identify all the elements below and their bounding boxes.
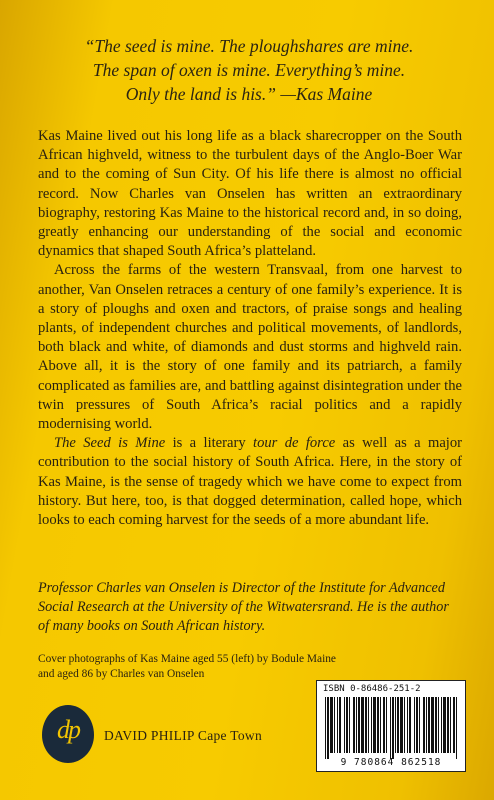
barcode-bar (337, 697, 338, 753)
barcode-bar (349, 697, 350, 753)
quote-line: The span of oxen is mine. Everything’s mine. (92, 60, 406, 80)
barcode-bar (404, 697, 405, 753)
barcode-bar (397, 697, 399, 753)
barcode-bar (327, 697, 329, 759)
quote-line: Only the land is his.” —Kas Maine (125, 84, 373, 104)
barcode-bar (383, 697, 385, 753)
ean-number: 9 780864 862518 (340, 757, 442, 768)
blurb-paragraph-3: The Seed is Mine is a literary tour de force as well as a major contribution to the social history of South Africa. Here, in the story of Kas Maine, is the sense of tragedy which we have come to expect from history. But here, too, is that dogged determination, called hope, which looks to each coming harvest for the seeds of a more abundant life. (38, 435, 463, 529)
barcode-bar (339, 697, 341, 753)
barcode-bar (325, 697, 326, 759)
barcode-bar (419, 697, 420, 753)
barcode-bars (325, 697, 457, 753)
barcode-bar (373, 697, 376, 753)
barcode-bar (414, 697, 415, 753)
barcode-bar (358, 697, 360, 753)
barcode-bar (443, 697, 446, 753)
quote-line: “The seed is mine. The ploughshares are mine. (84, 36, 414, 56)
barcode-bar (368, 697, 369, 753)
barcode-bar (438, 697, 439, 753)
barcode-bar (450, 697, 451, 753)
barcode-bar (392, 697, 394, 759)
barcode-bar (377, 697, 379, 753)
barcode-bar (353, 697, 355, 753)
barcode-bar (407, 697, 408, 753)
barcode-bar (365, 697, 367, 753)
epigraph-quote (34, 34, 464, 106)
barcode-bar (441, 697, 442, 753)
barcode-bar (356, 697, 357, 753)
barcode-bar (423, 697, 425, 753)
isbn-label: ISBN 0-86486-251-2 (323, 684, 421, 694)
author-bio: Professor Charles van Onselen is Director of the Institute for Advanced Social Research at the University of the Witwatersrand. He is the author of many books on South African history. (38, 580, 449, 634)
emphasis: tour de force (253, 435, 336, 452)
publisher-name: DAVID PHILIP Cape Town (104, 728, 263, 743)
blurb-paragraph-2: Across the farms of the western Transvaal, from one harvest to another, Van Onselen retraces a century of one family’s experience. It is a story of ploughs and oxen and tractors, of praise songs and healing plants, of independent churches and political movements, of landlords, both black and white, of diamonds and dust storms and highveld rain. Above all, it is the story of one family and its patriarch, a family complicated as families are, and battling against disintegration under the twin pressures of South Africa’s racial politics and a rapidly modernising world. (38, 262, 462, 433)
barcode-bar (361, 697, 364, 753)
barcode-bar (390, 697, 391, 759)
photo-credits: Cover photographs of Kas Maine aged 55 (left) by Bodule Maine and aged 86 by Charles van Onselen (38, 653, 336, 680)
book-title: The Seed is Mine (54, 435, 166, 452)
logo-monogram: dp (57, 715, 79, 744)
barcode-bar (330, 697, 333, 753)
barcode-bar (447, 697, 449, 753)
blurb (38, 127, 462, 530)
barcode-bar (334, 697, 335, 753)
publisher-logo (42, 705, 94, 763)
barcode-bar (409, 697, 411, 753)
barcode-bar (426, 697, 427, 753)
barcode-bar (453, 697, 455, 753)
blurb-paragraph-1: Kas Maine lived out his long life as a black sharecropper on the South African highveld, witness to the turbulent days of the Anglo-Boer War and to the coming of Sun City. Of his life there is almost no official record. Now Charles van Onselen has written an extraordinary biography, restoring Kas Maine to the historical record and, in so doing, greatly enhancing our understanding of the social and economic dynamics that shaped South Africa’s platteland. (38, 128, 462, 260)
barcode-bar (344, 697, 345, 753)
barcode-bar (380, 697, 381, 753)
barcode-bar (435, 697, 437, 753)
barcode-bar (416, 697, 418, 753)
barcode-bar (456, 697, 457, 759)
barcode-bar (400, 697, 403, 753)
barcode-bar (371, 697, 372, 753)
barcode-bar (395, 697, 396, 753)
barcode-bar (386, 697, 387, 753)
barcode-bar (428, 697, 430, 753)
barcode-bar (346, 697, 348, 753)
barcode-bar (431, 697, 434, 753)
barcode (316, 680, 466, 772)
